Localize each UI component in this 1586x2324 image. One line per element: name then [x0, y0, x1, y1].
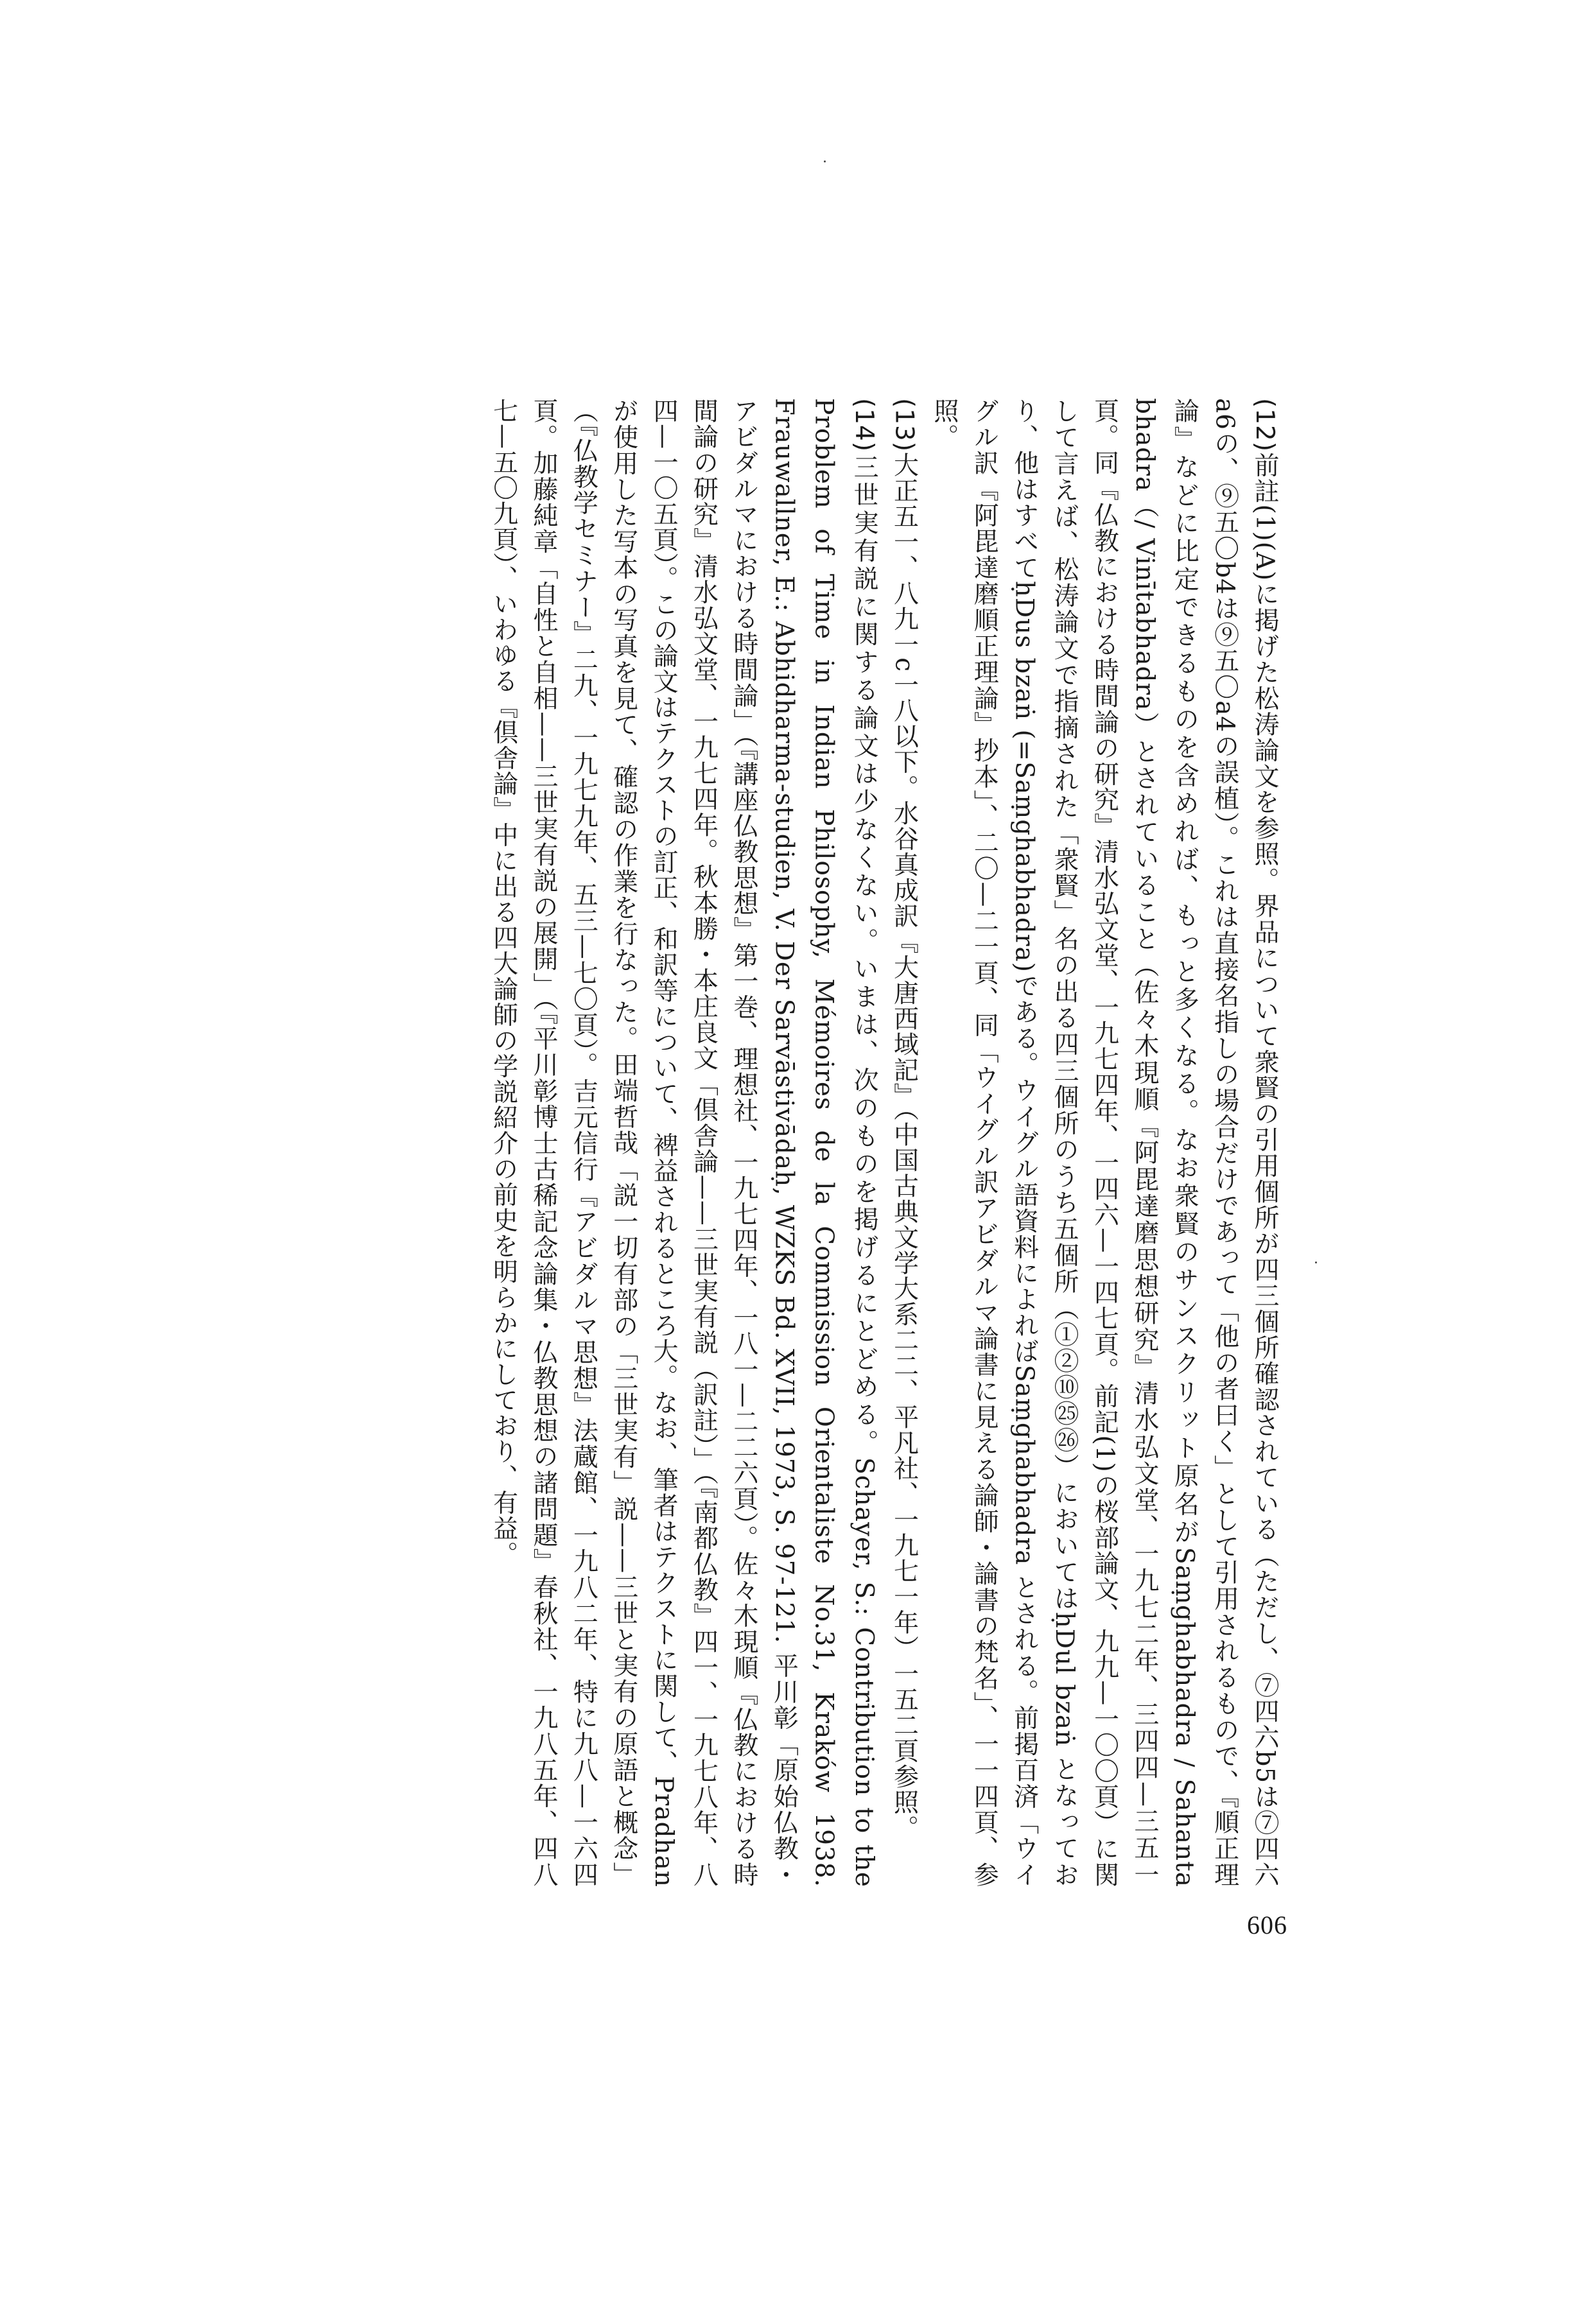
scan-speck	[1315, 1262, 1317, 1263]
footnote-text: 大正五一、八九一c一八以下。水谷真成訳『大唐西域記』（中国古典文学大系二二、平凡社、一九七一年）一五二頁参照。	[889, 452, 919, 1841]
footnote-number: (12)	[1250, 398, 1279, 453]
footnote-number: (14)	[850, 398, 879, 453]
page-number: 606	[1247, 1911, 1287, 1939]
footnotes-block	[334, 398, 1284, 1887]
footnote-text: 前註(1)(A)に掲げた松涛論文を参照。界品について衆賢の引用個所が四三個所確認されている（ただし、⑦四六b5は⑦四六a6の、⑨五〇b4は⑨五〇a4の誤植）。これは直接名指しの場合だけであって「他の者曰く」として引用されるもので、『順正理論』などに比定できるものを含めれば、もっと多くなる。なお衆賢のサンスクリット原名がSaṃghabhadra / Sahanta bhadra（/ Vinītabhadra）とされていること（佐々木現順『阿毘達磨思想研究』清水弘文堂、一九七二年、三四四—三五一頁。同『仏教における時間論の研究』清水弘文堂、一九七四年、一四六—一四七頁。前記(1)の桜部論文、九九—一〇〇頁）に関して言えば、松涛論文で指摘された「衆賢」名の出る四三個所のうち五個所（①②⑩㉕㉖）においてはḥDul bzaṅ となっており、他はすべてḥDus bzaṅ (=Saṃghabhadra)である。ウイグル語資料によればSaṃghabhadra とされる。前掲百済「ウイグル訳『阿毘達磨順正理論』抄本」、二〇—二一頁、同「ウイグル訳アビダルマ論書に見える論師・論書の梵名」、一一四頁、参照。	[929, 398, 1279, 1887]
scan-speck	[824, 160, 826, 162]
footnote-14	[483, 398, 884, 1887]
footnote-number: (13)	[889, 398, 919, 453]
footnote-13	[884, 398, 923, 1887]
footnote-text: 三世実有説に関する論文は少なくない。いまは、次のものを掲げるにとどめる。Schayer, S.: Contribution to the Problem of Time in Indian Philosophy, Mémoires de la Commission Orientaliste No.31, Kraków 1938. Frauwallner, E.: Abhidharma-studien, V. Der Sarvāstivādaḥ, WZKS Bd. XVII, 1973, S. 97-121. 平川彰「原始仏教・アビダルマにおける時間論」（『講座仏教思想』第一巻、理想社、一九七四年、一八一—二二六頁）。佐々木現順『仏教における時間論の研究』清水弘文堂、一九七四年。秋本勝・本庄良文「倶舎論——三世実有説（訳註）」（『南都仏教』四一、一九七八年、八四—一〇五頁）。この論文はテクストの訂正、和訳等について、裨益されるところ大。なお、筆者はテクストに関して、Pradhan が使用した写本の写真を見て、確認の作業を行なった。田端哲哉「説一切有部の「三世実有」説——三世と実有の原語と概念」（『仏教学セミナー』二九、一九七九年、五三—七〇頁）。吉元信行『アビダルマ思想』法蔵館、一九八二年、特に九八—一六四頁。加藤純章「自性と自相——三世実有説の展開」（『平川彰博士古稀記念論集・仏教思想の諸問題』春秋社、一九八五年、四八七—五〇九頁）、いわゆる『倶舎論』中に出る四大論師の学説紹介の前史を明らかにしており、有益。	[489, 398, 879, 1887]
footnote-12	[923, 398, 1284, 1887]
